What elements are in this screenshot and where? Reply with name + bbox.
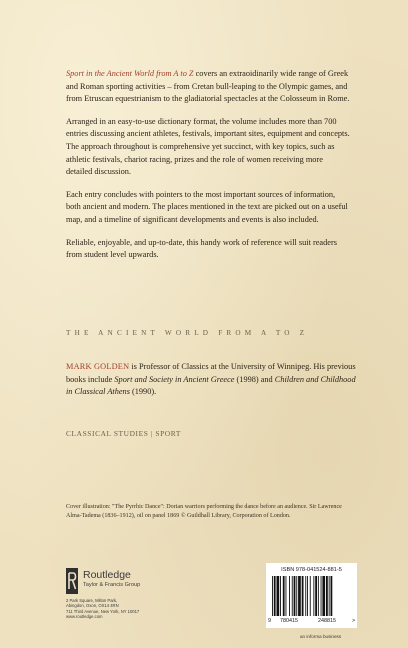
barcode-box	[266, 563, 357, 628]
publisher-address	[66, 598, 206, 620]
series-title: THE ANCIENT WORLD FROM A TO Z	[66, 329, 309, 337]
blurb-paragraph-1	[66, 68, 350, 106]
subject-category: CLASSICAL STUDIES | SPORT	[66, 429, 181, 438]
author-bio-text-1: is Professor of Classics at the University of Winnipeg. His previous books include	[66, 362, 356, 384]
blurb-paragraph-4: Reliable, enjoyable, and up-to-date, this handy work of reference will suit readers from student level upwards.	[66, 237, 337, 260]
blurb	[66, 68, 350, 272]
blurb-paragraph-2: Arranged in an easy-to-use dictionary format, the volume includes more than 700 entries discussing ancient athletes, festivals, important sites, equipment and concepts. The approach throughout is comprehensive yet succinct, with key topics, such as athletic festivals, chariot racing, prizes and the role of women receiving more detailed discussion.	[66, 116, 350, 177]
address-line: Abingdon, Oxon, OX14 4RN	[66, 603, 119, 609]
publisher-name: Routledge	[83, 569, 131, 581]
author-bio-text-2: (1998) and	[234, 374, 275, 384]
book-title: Sport in the Ancient World from A to Z	[66, 69, 194, 78]
publisher-group: Taylor & Francis Group	[83, 582, 141, 588]
routledge-logo-icon	[66, 568, 78, 594]
barcode-digit-first: 9	[268, 618, 271, 624]
address-line: www.routledge.com	[66, 614, 103, 620]
cover-illustration-credit: Cover illustration: "The Pyrrhic Dance": Dorian warriors performing the dance before an audience. Sir Lawrence Alma-Tadema (1836–1912), oil on panel 1869 © Guildhall Library, Corporation of London.	[66, 504, 342, 519]
barcode-digits-right: 248815	[318, 618, 336, 624]
blurb-paragraph-3: Each entry concludes with pointers to the most important sources of information, both ancient and modern. The places mentioned in the text are picked out on a useful map, and a timeline of significant developments and events is also included.	[66, 189, 348, 224]
informa-tagline: an informa business	[300, 634, 342, 639]
author-bio	[66, 361, 356, 399]
author-book-2: Children and Childhood in Classical Athens	[66, 374, 356, 397]
author-book-1: Sport and Society in Ancient Greece	[114, 374, 235, 384]
author-name: MARK GOLDEN	[66, 362, 130, 371]
address-line: 711 Third Avenue, New York, NY 10017	[66, 608, 140, 614]
barcode-digits-left: 780415	[280, 618, 298, 624]
address-line: 2 Park Square, Milton Park,	[66, 598, 118, 603]
barcode-icon	[272, 576, 352, 616]
barcode-arrow: >	[352, 618, 356, 624]
isbn-text: ISBN 978-041524-881-5	[281, 567, 342, 573]
author-bio-text-3: (1990).	[129, 387, 157, 397]
blurb-paragraph-1-text: covers an extraoidinarily wide range of Greek and Roman sporting activities – from Cretan bull-leaping to the Olympic games, and from Etruscan equestrianism to the gladiatorial spectacles at the Colosseum in Rome.	[66, 69, 350, 104]
